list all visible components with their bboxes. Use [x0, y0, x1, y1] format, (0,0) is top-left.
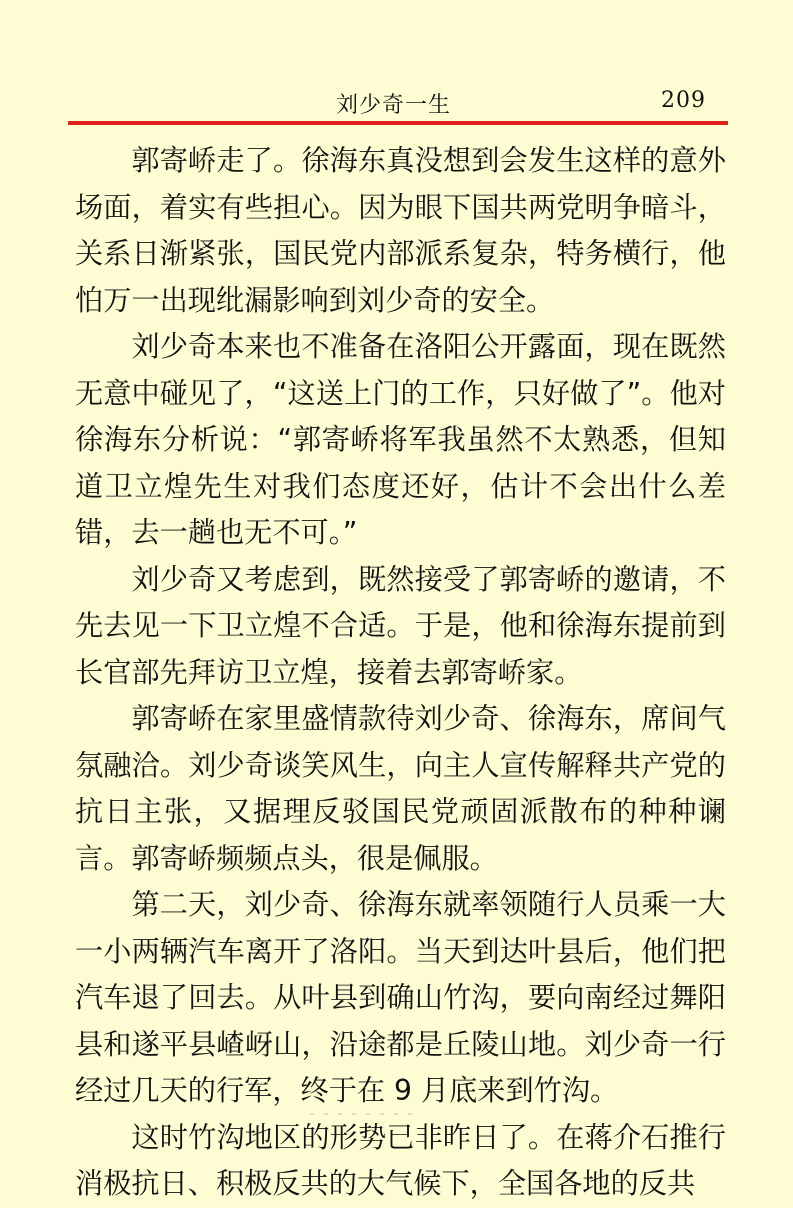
paragraph: 郭寄峤在家里盛情款待刘少奇、徐海东，席间气氛融洽。刘少奇谈笑风生，向主人宣传解释共产党的抗日主张，又据理反驳国民党顽固派散布的种种谰言。郭寄峤频频点头，很是佩服。 [75, 702, 726, 875]
paragraph: 刘少奇本来也不准备在洛阳公开露面，现在既然无意中碰见了，“这送上门的工作，只好做了”。他对徐海东分析说：“郭寄峤将军我虽然不太熟悉，但知道卫立煌先生对我们态度还好，估计不会出什么差错，去一趟也无不可。” [75, 330, 726, 549]
paragraph: 郭寄峤走了。徐海东真没想到会发生这样的意外场面，着实有些担心。因为眼下国共两党明争暗斗，关系日渐紧张，国民党内部派系复杂，特务横行，他怕万一出现纰漏影响到刘少奇的安全。 [75, 144, 726, 317]
book-title: 刘少奇一生 [336, 93, 452, 118]
page-number: 209 [661, 88, 706, 113]
header-rule [68, 121, 728, 125]
body-text [75, 138, 726, 1208]
paragraph: 刘少奇又考虑到，既然接受了郭寄峤的邀请，不先去见一下卫立煌不合适。于是，他和徐海东提前到长官部先拜访卫立煌，接着去郭寄峤家。 [75, 562, 726, 689]
scan-artifact [310, 1100, 480, 1108]
paragraph: 这时竹沟地区的形势已非昨日了。在蒋介石推行消极抗日、积极反共的大气候下，全国各地的反共 [75, 1120, 726, 1200]
paragraph: 第二天，刘少奇、徐海东就率领随行人员乘一大一小两辆汽车离开了洛阳。当天到达叶县后，他们把汽车退了回去。从叶县到确山竹沟，要向南经过舞阳县和遂平县嵖岈山，沿途都是丘陵山地。刘少奇一行经过几天的行军，终于在 9 月底来到竹沟。 [75, 888, 726, 1107]
running-header [0, 84, 793, 118]
